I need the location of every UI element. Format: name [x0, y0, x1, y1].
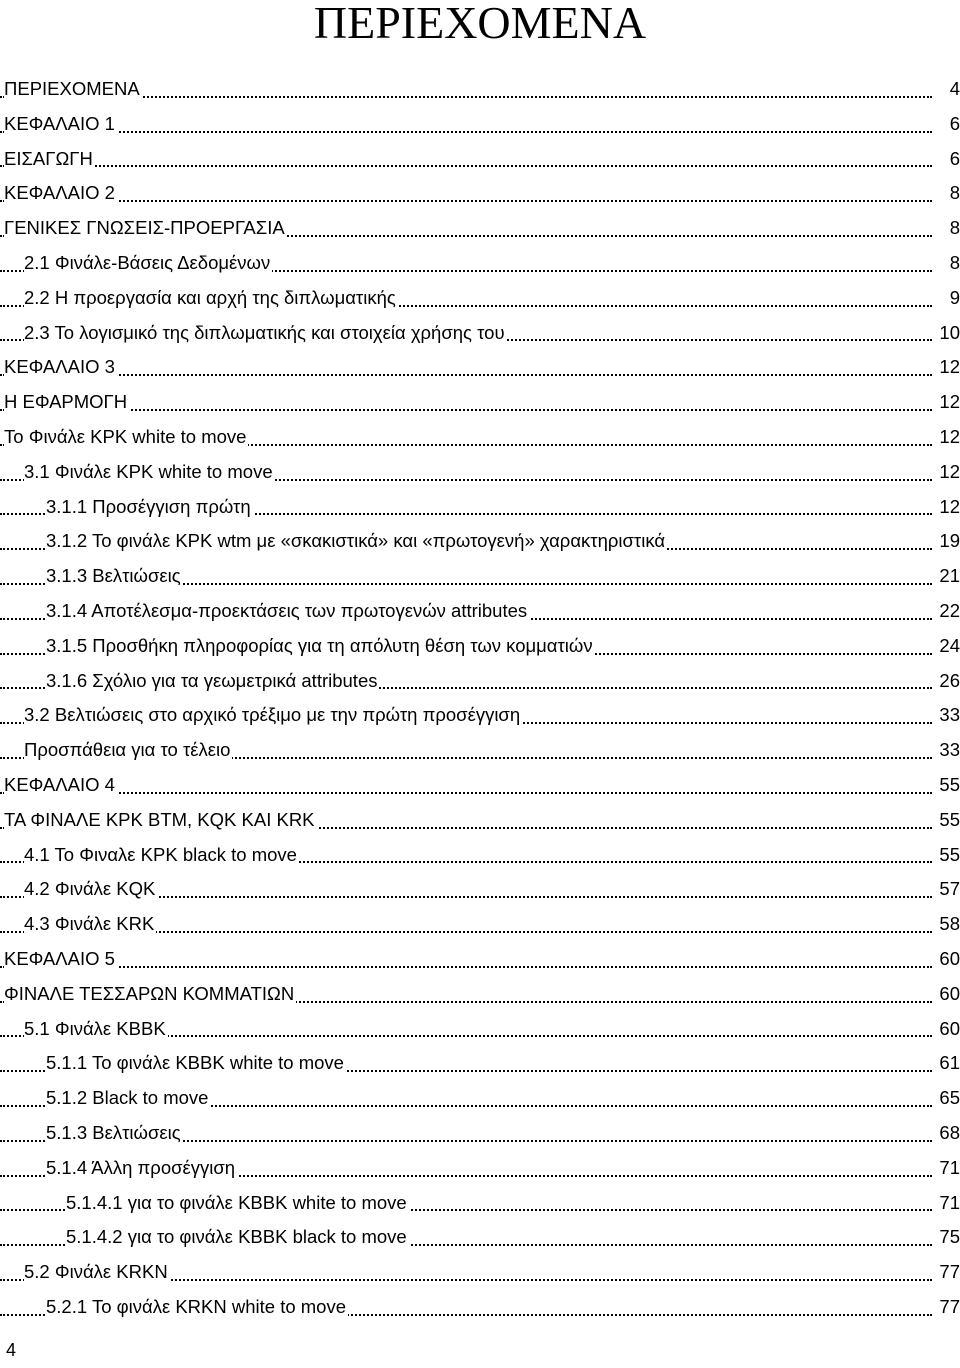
toc-entry-page: 19 [932, 524, 960, 559]
toc-entry-page: 9 [932, 281, 960, 316]
toc-entry-label: 2.3 Το λογισμικό της διπλωματικής και στοιχεία χρήσης του [24, 316, 507, 351]
toc-entry-label: 5.2 Φινάλε KRKN [24, 1255, 170, 1290]
toc-entry-page: 65 [932, 1081, 960, 1116]
toc-entry-page: 68 [932, 1116, 960, 1151]
dot-leader [0, 792, 932, 794]
toc-entry-label: 5.2.1 Το φινάλε KRKN white to move [46, 1290, 348, 1325]
toc-entry[interactable] [0, 1012, 960, 1047]
toc-entry[interactable] [0, 1220, 960, 1255]
toc-entry-page: 24 [932, 629, 960, 664]
toc-entry-page: 8 [932, 246, 960, 281]
toc-entry-label: ΚΕΦΑΛΑΙΟ 2 [4, 176, 117, 211]
toc-entry-label: ΚΕΦΑΛΑΙΟ 4 [4, 768, 117, 803]
toc-entry-page: 8 [932, 211, 960, 246]
toc-entry-label: 5.1.3 Βελτιώσεις [46, 1116, 183, 1151]
toc-entry-label: ΤΑ ΦΙΝΑΛΕ KPK BTM, KQK ΚΑΙ KRK [4, 803, 317, 838]
toc-entry-page: 33 [932, 698, 960, 733]
table-of-contents [0, 72, 960, 1325]
toc-entry[interactable] [0, 942, 960, 977]
toc-entry[interactable] [0, 72, 960, 107]
toc-entry[interactable] [0, 107, 960, 142]
toc-entry-page: 61 [932, 1046, 960, 1081]
toc-entry-page: 21 [932, 559, 960, 594]
toc-entry-label: 3.1.3 Βελτιώσεις [46, 559, 183, 594]
toc-entry-page: 33 [932, 733, 960, 768]
toc-entry-label: Το Φινάλε KPK white to move [4, 420, 248, 455]
toc-entry-page: 71 [932, 1151, 960, 1186]
toc-entry-page: 60 [932, 977, 960, 1012]
dot-leader [0, 131, 932, 133]
dot-leader [0, 165, 932, 167]
toc-entry[interactable] [0, 524, 960, 559]
toc-entry[interactable] [0, 977, 960, 1012]
toc-entry-label: ΚΕΦΑΛΑΙΟ 1 [4, 107, 117, 142]
toc-entry-label: 2.2 Η προεργασία και αρχή της διπλωματικής [24, 281, 398, 316]
toc-entry-label: ΚΕΦΑΛΑΙΟ 3 [4, 350, 117, 385]
toc-entry-label: Η ΕΦΑΡΜΟΓΗ [4, 385, 129, 420]
toc-entry-label: 3.2 Βελτιώσεις στο αρχικό τρέξιμο με την πρώτη προσέγγιση [24, 698, 522, 733]
toc-entry[interactable] [0, 907, 960, 942]
toc-entry[interactable] [0, 838, 960, 873]
page-number: 4 [6, 1340, 17, 1360]
toc-entry-page: 57 [932, 872, 960, 907]
toc-entry-label: 4.1 Το Φιναλε KPK black to move [24, 838, 299, 873]
toc-entry[interactable] [0, 1151, 960, 1186]
toc-entry-page: 12 [932, 420, 960, 455]
toc-entry[interactable] [0, 664, 960, 699]
toc-entry-label: 3.1.2 Το φινάλε KPK wtm με «σκακιστικά» και «πρωτογενή» χαρακτηριστικά [46, 524, 667, 559]
toc-entry-page: 12 [932, 385, 960, 420]
toc-entry-page: 60 [932, 1012, 960, 1047]
toc-entry-label: 2.1 Φινάλε-Βάσεις Δεδομένων [24, 246, 272, 281]
toc-entry-label: 3.1.5 Προσθήκη πληροφορίας για τη απόλυτη θέση των κομματιών [46, 629, 595, 664]
toc-entry-page: 10 [932, 316, 960, 351]
page-title: ΠΕΡΙΕΧΟΜΕΝΑ [313, 0, 647, 48]
toc-entry-label: ΚΕΦΑΛΑΙΟ 5 [4, 942, 117, 977]
toc-entry-page: 58 [932, 907, 960, 942]
dot-leader [0, 200, 932, 202]
toc-entry[interactable] [0, 420, 960, 455]
toc-entry-label: 5.1.2 Black to move [46, 1081, 210, 1116]
toc-entry[interactable] [0, 385, 960, 420]
toc-entry-label: ΕΙΣΑΓΩΓΗ [4, 142, 95, 177]
toc-entry[interactable] [0, 281, 960, 316]
toc-entry-page: 6 [932, 107, 960, 142]
toc-entry-page: 6 [932, 142, 960, 177]
toc-entry-page: 8 [932, 176, 960, 211]
toc-entry[interactable] [0, 211, 960, 246]
toc-entry-label: 3.1.1 Προσέγγιση πρώτη [46, 490, 253, 525]
toc-entry[interactable] [0, 733, 960, 768]
toc-entry[interactable] [0, 1046, 960, 1081]
toc-entry-page: 71 [932, 1186, 960, 1221]
toc-entry-page: 55 [932, 803, 960, 838]
toc-entry-page: 4 [932, 72, 960, 107]
dot-leader [0, 966, 932, 968]
toc-entry[interactable] [0, 246, 960, 281]
toc-entry[interactable] [0, 872, 960, 907]
toc-entry-page: 12 [932, 455, 960, 490]
toc-entry-label: 5.1.4.2 για το φινάλε KBBK black to move [66, 1220, 409, 1255]
toc-entry-page: 60 [932, 942, 960, 977]
toc-entry[interactable] [0, 1186, 960, 1221]
toc-entry[interactable] [0, 1255, 960, 1290]
toc-entry-label: 4.3 Φινάλε KRK [24, 907, 156, 942]
toc-entry-label: ΦΙΝΑΛΕ ΤΕΣΣΑΡΩΝ ΚΟΜΜΑΤΙΩΝ [4, 977, 296, 1012]
toc-entry[interactable] [0, 594, 960, 629]
toc-entry-page: 55 [932, 838, 960, 873]
toc-entry-page: 75 [932, 1220, 960, 1255]
toc-entry[interactable] [0, 142, 960, 177]
toc-entry-page: 12 [932, 490, 960, 525]
toc-entry-label: 5.1 Φινάλε KBBK [24, 1012, 168, 1047]
toc-entry-page: 12 [932, 350, 960, 385]
toc-entry-page: 55 [932, 768, 960, 803]
toc-entry-label: 3.1.6 Σχόλιο για τα γεωμετρικά attributes [46, 664, 379, 699]
toc-entry[interactable] [0, 629, 960, 664]
dot-leader [0, 409, 932, 411]
toc-entry-page: 77 [932, 1255, 960, 1290]
toc-entry[interactable] [0, 1116, 960, 1151]
toc-entry-label: ΠΕΡΙΕΧΟΜΕΝΑ [4, 72, 142, 107]
toc-entry[interactable] [0, 559, 960, 594]
toc-entry-label: 3.1 Φινάλε KPK white to move [24, 455, 275, 490]
toc-entry-label: ΓΕΝΙΚΕΣ ΓΝΩΣΕΙΣ-ΠΡΟΕΡΓΑΣΙΑ [4, 211, 287, 246]
toc-entry-label: Προσπάθεια για το τέλειο [24, 733, 232, 768]
toc-entry-page: 22 [932, 594, 960, 629]
toc-entry-label: 5.1.4 Άλλη προσέγγιση [46, 1151, 237, 1186]
toc-entry-label: 4.2 Φινάλε KQK [24, 872, 157, 907]
toc-entry[interactable] [0, 176, 960, 211]
toc-entry-label: 5.1.4.1 για το φινάλε KBBK white to move [66, 1186, 409, 1221]
toc-entry[interactable] [0, 768, 960, 803]
toc-entry[interactable] [0, 803, 960, 838]
toc-entry-label: 3.1.4 Αποτέλεσμα-προεκτάσεις των πρωτογενών attributes [46, 594, 529, 629]
toc-entry[interactable] [0, 455, 960, 490]
toc-entry[interactable] [0, 316, 960, 351]
dot-leader [0, 374, 932, 376]
toc-entry[interactable] [0, 1081, 960, 1116]
toc-entry[interactable] [0, 698, 960, 733]
toc-entry-page: 77 [932, 1290, 960, 1325]
toc-entry-page: 26 [932, 664, 960, 699]
toc-entry[interactable] [0, 350, 960, 385]
toc-entry[interactable] [0, 490, 960, 525]
toc-entry-label: 5.1.1 Το φινάλε KBBK white to move [46, 1046, 346, 1081]
toc-entry[interactable] [0, 1290, 960, 1325]
